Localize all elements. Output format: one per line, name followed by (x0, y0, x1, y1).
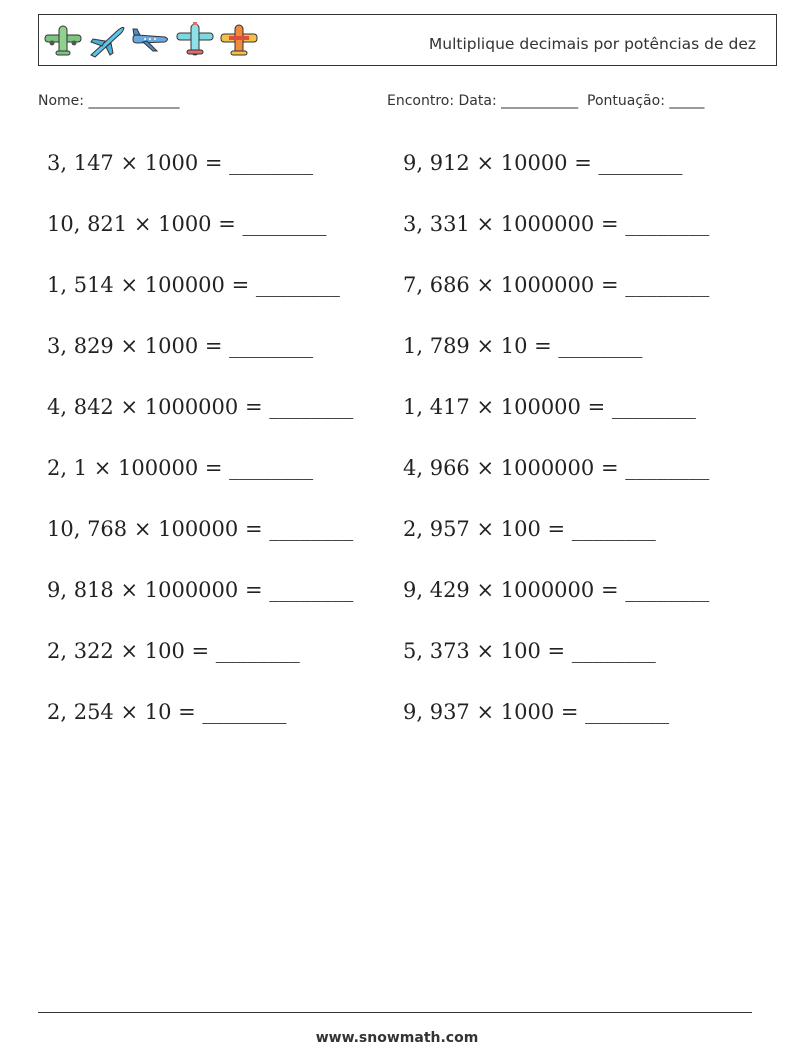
blue-airliner-icon (131, 21, 171, 61)
worksheet-title: Multiplique decimais por potências de dez (428, 35, 756, 53)
problem-right-4: 1, 789 × 10 = ________ (403, 334, 643, 358)
blue-jet-plane-icon (87, 21, 127, 61)
date-score-fields (387, 93, 704, 109)
teal-propeller-plane-icon (175, 21, 215, 61)
orange-propeller-plane-icon (219, 21, 259, 61)
problem-right-7: 2, 957 × 100 = ________ (403, 517, 656, 541)
problem-left-7: 10, 768 × 100000 = ________ (47, 517, 354, 541)
problem-right-6: 4, 966 × 1000000 = ________ (403, 456, 710, 480)
date-field-label: Encontro: Data: ___________ (387, 93, 579, 109)
problem-left-5: 4, 842 × 1000000 = ________ (47, 395, 354, 419)
problem-left-9: 2, 322 × 100 = ________ (47, 639, 300, 663)
green-propeller-plane-icon (43, 21, 83, 61)
problem-left-1: 3, 147 × 1000 = ________ (47, 151, 314, 175)
name-field-label: Nome: _____________ (38, 93, 180, 109)
score-field-label: Pontuação: _____ (587, 93, 705, 109)
problem-left-2: 10, 821 × 1000 = ________ (47, 212, 327, 236)
footer-divider (38, 1012, 752, 1013)
problem-left-8: 9, 818 × 1000000 = ________ (47, 578, 354, 602)
problem-left-10: 2, 254 × 10 = ________ (47, 700, 287, 724)
problem-left-3: 1, 514 × 100000 = ________ (47, 273, 340, 297)
problem-right-8: 9, 429 × 1000000 = ________ (403, 578, 710, 602)
problem-left-6: 2, 1 × 100000 = ________ (47, 456, 314, 480)
problem-right-10: 9, 937 × 1000 = ________ (403, 700, 670, 724)
problem-right-9: 5, 373 × 100 = ________ (403, 639, 656, 663)
problem-left-4: 3, 829 × 1000 = ________ (47, 334, 314, 358)
problem-right-2: 3, 331 × 1000000 = ________ (403, 212, 710, 236)
footer-url[interactable]: www.snowmath.com (315, 1030, 479, 1046)
worksheet-header (38, 14, 777, 66)
problem-right-1: 9, 912 × 10000 = ________ (403, 151, 683, 175)
problem-right-3: 7, 686 × 1000000 = ________ (403, 273, 710, 297)
problem-right-5: 1, 417 × 100000 = ________ (403, 395, 696, 419)
plane-icons (43, 21, 259, 61)
